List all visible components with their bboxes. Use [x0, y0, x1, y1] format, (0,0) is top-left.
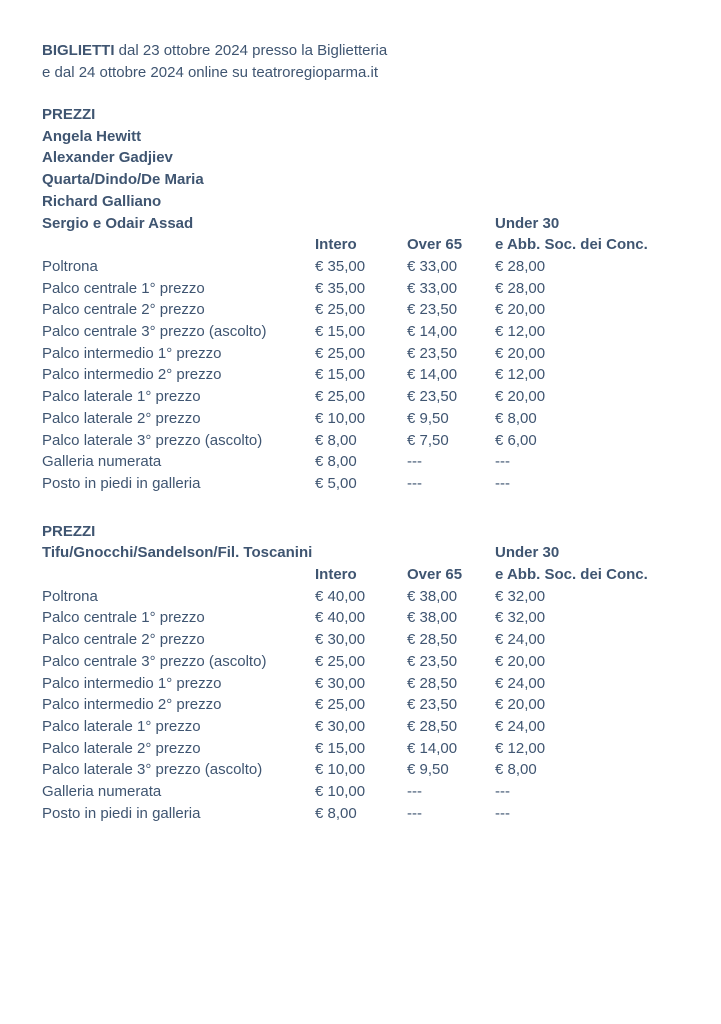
price-row-label: Palco centrale 1° prezzo [42, 279, 205, 297]
price-over65: --- [407, 474, 422, 492]
price-over65: € 38,00 [407, 609, 458, 627]
price-row-label: Palco intermedio 2° prezzo [42, 696, 222, 714]
price-row-label: Palco laterale 2° prezzo [42, 409, 201, 427]
price-row-label: Posto in piedi in galleria [42, 804, 201, 822]
price-under30: --- [495, 453, 510, 471]
price-row-label: Palco centrale 3° prezzo (ascolto) [42, 652, 267, 670]
price-under30: € 28,00 [495, 279, 546, 297]
col-header-over65: Over 65 [407, 566, 463, 584]
price-under30: € 28,00 [495, 257, 546, 275]
price-over65: --- [407, 453, 422, 471]
price-under30: € 32,00 [495, 609, 546, 627]
price-intero: € 25,00 [315, 301, 366, 319]
tickets-intro-bold: BIGLIETTI [42, 42, 115, 59]
price-row-label: Palco intermedio 2° prezzo [42, 366, 222, 384]
price-under30: € 12,00 [495, 739, 546, 757]
price-over65: € 9,50 [407, 761, 449, 779]
price-under30: € 20,00 [495, 301, 546, 319]
price-intero: € 15,00 [315, 323, 366, 341]
price-row-label: Palco laterale 3° prezzo (ascolto) [42, 761, 263, 779]
price-row-label: Galleria numerata [42, 783, 162, 801]
price-over65: € 14,00 [407, 323, 458, 341]
prices-section-toscanini [42, 521, 693, 825]
price-intero: € 30,00 [315, 631, 366, 649]
price-row-label: Galleria numerata [42, 453, 162, 471]
artist-name: Quarta/Dindo/De Maria [42, 171, 204, 189]
col-header-intero: Intero [315, 236, 357, 254]
price-over65: € 23,50 [407, 652, 458, 670]
price-intero: € 15,00 [315, 739, 366, 757]
section-heading: PREZZI [42, 106, 96, 123]
price-intero: € 35,00 [315, 257, 366, 275]
price-under30: € 6,00 [495, 431, 537, 449]
col-header-spacer [42, 234, 315, 256]
price-intero: € 30,00 [315, 717, 366, 735]
price-intero: € 30,00 [315, 674, 366, 692]
price-over65: € 14,00 [407, 739, 458, 757]
price-intero: € 10,00 [315, 783, 366, 801]
price-row-label: Palco laterale 2° prezzo [42, 739, 201, 757]
price-intero: € 35,00 [315, 279, 366, 297]
price-table [42, 542, 693, 824]
price-row-label: Palco laterale 3° prezzo (ascolto) [42, 431, 263, 449]
prices-section-concerts [42, 104, 693, 495]
price-intero: € 25,00 [315, 652, 366, 670]
price-row-label: Palco centrale 2° prezzo [42, 301, 205, 319]
artist-name: Alexander Gadjiev [42, 149, 173, 167]
artist-name: Sergio e Odair Assad [42, 214, 194, 232]
price-row-label: Posto in piedi in galleria [42, 474, 201, 492]
price-row-label: Palco laterale 1° prezzo [42, 717, 201, 735]
price-over65: € 28,50 [407, 631, 458, 649]
price-under30: --- [495, 783, 510, 801]
price-over65: € 7,50 [407, 431, 449, 449]
price-under30: € 24,00 [495, 631, 546, 649]
price-over65: € 23,50 [407, 301, 458, 319]
col-header-under30-line2: e Abb. Soc. dei Conc. [495, 236, 648, 254]
price-under30: € 20,00 [495, 344, 546, 362]
price-over65: --- [407, 804, 422, 822]
price-intero: € 25,00 [315, 388, 366, 406]
price-under30: € 32,00 [495, 587, 546, 605]
artist-name: Tifu/Gnocchi/Sandelson/Fil. Toscanini [42, 544, 313, 562]
artist-name: Angela Hewitt [42, 127, 142, 145]
col-header-intero: Intero [315, 566, 357, 584]
price-row-label: Palco laterale 1° prezzo [42, 388, 201, 406]
price-under30: € 20,00 [495, 652, 546, 670]
price-under30: € 24,00 [495, 717, 546, 735]
price-over65: € 28,50 [407, 674, 458, 692]
col-header-under30-line1: Under 30 [495, 214, 560, 232]
price-intero: € 25,00 [315, 344, 366, 362]
price-intero: € 15,00 [315, 366, 366, 384]
price-intero: € 8,00 [315, 453, 357, 471]
price-under30: € 24,00 [495, 674, 546, 692]
col-header-under30-line1: Under 30 [495, 544, 560, 562]
price-over65: € 23,50 [407, 344, 458, 362]
price-under30: € 8,00 [495, 409, 537, 427]
price-intero: € 8,00 [315, 431, 357, 449]
col-header-over65: Over 65 [407, 236, 463, 254]
price-row-label: Poltrona [42, 587, 98, 605]
price-intero: € 25,00 [315, 696, 366, 714]
artists-list [42, 126, 693, 213]
artist-name: Richard Galliano [42, 192, 162, 210]
price-intero: € 5,00 [315, 474, 357, 492]
price-over65: € 14,00 [407, 366, 458, 384]
price-over65: € 9,50 [407, 409, 449, 427]
price-under30: --- [495, 474, 510, 492]
price-under30: --- [495, 804, 510, 822]
price-over65: € 33,00 [407, 279, 458, 297]
price-intero: € 10,00 [315, 761, 366, 779]
tickets-intro-line2: e dal 24 ottobre 2024 online su teatroregioparma.it [42, 64, 379, 81]
price-under30: € 8,00 [495, 761, 537, 779]
price-table [42, 213, 693, 495]
col-header-spacer [42, 564, 315, 586]
price-over65: --- [407, 783, 422, 801]
price-intero: € 8,00 [315, 804, 357, 822]
col-header-under30-line2: e Abb. Soc. dei Conc. [495, 566, 648, 584]
price-row-label: Palco centrale 1° prezzo [42, 609, 205, 627]
tickets-intro [42, 40, 693, 84]
price-intero: € 40,00 [315, 609, 366, 627]
price-row-label: Poltrona [42, 257, 98, 275]
price-row-label: Palco intermedio 1° prezzo [42, 344, 222, 362]
price-over65: € 33,00 [407, 257, 458, 275]
price-over65: € 28,50 [407, 717, 458, 735]
price-intero: € 10,00 [315, 409, 366, 427]
price-under30: € 20,00 [495, 388, 546, 406]
price-under30: € 12,00 [495, 323, 546, 341]
price-row-label: Palco centrale 3° prezzo (ascolto) [42, 323, 267, 341]
price-intero: € 40,00 [315, 587, 366, 605]
tickets-intro-line1: dal 23 ottobre 2024 presso la Biglietteria [114, 42, 388, 59]
price-over65: € 23,50 [407, 388, 458, 406]
price-under30: € 20,00 [495, 696, 546, 714]
price-row-label: Palco intermedio 1° prezzo [42, 674, 222, 692]
section-heading: PREZZI [42, 522, 96, 540]
price-over65: € 38,00 [407, 587, 458, 605]
price-row-label: Palco centrale 2° prezzo [42, 631, 205, 649]
price-under30: € 12,00 [495, 366, 546, 384]
price-over65: € 23,50 [407, 696, 458, 714]
